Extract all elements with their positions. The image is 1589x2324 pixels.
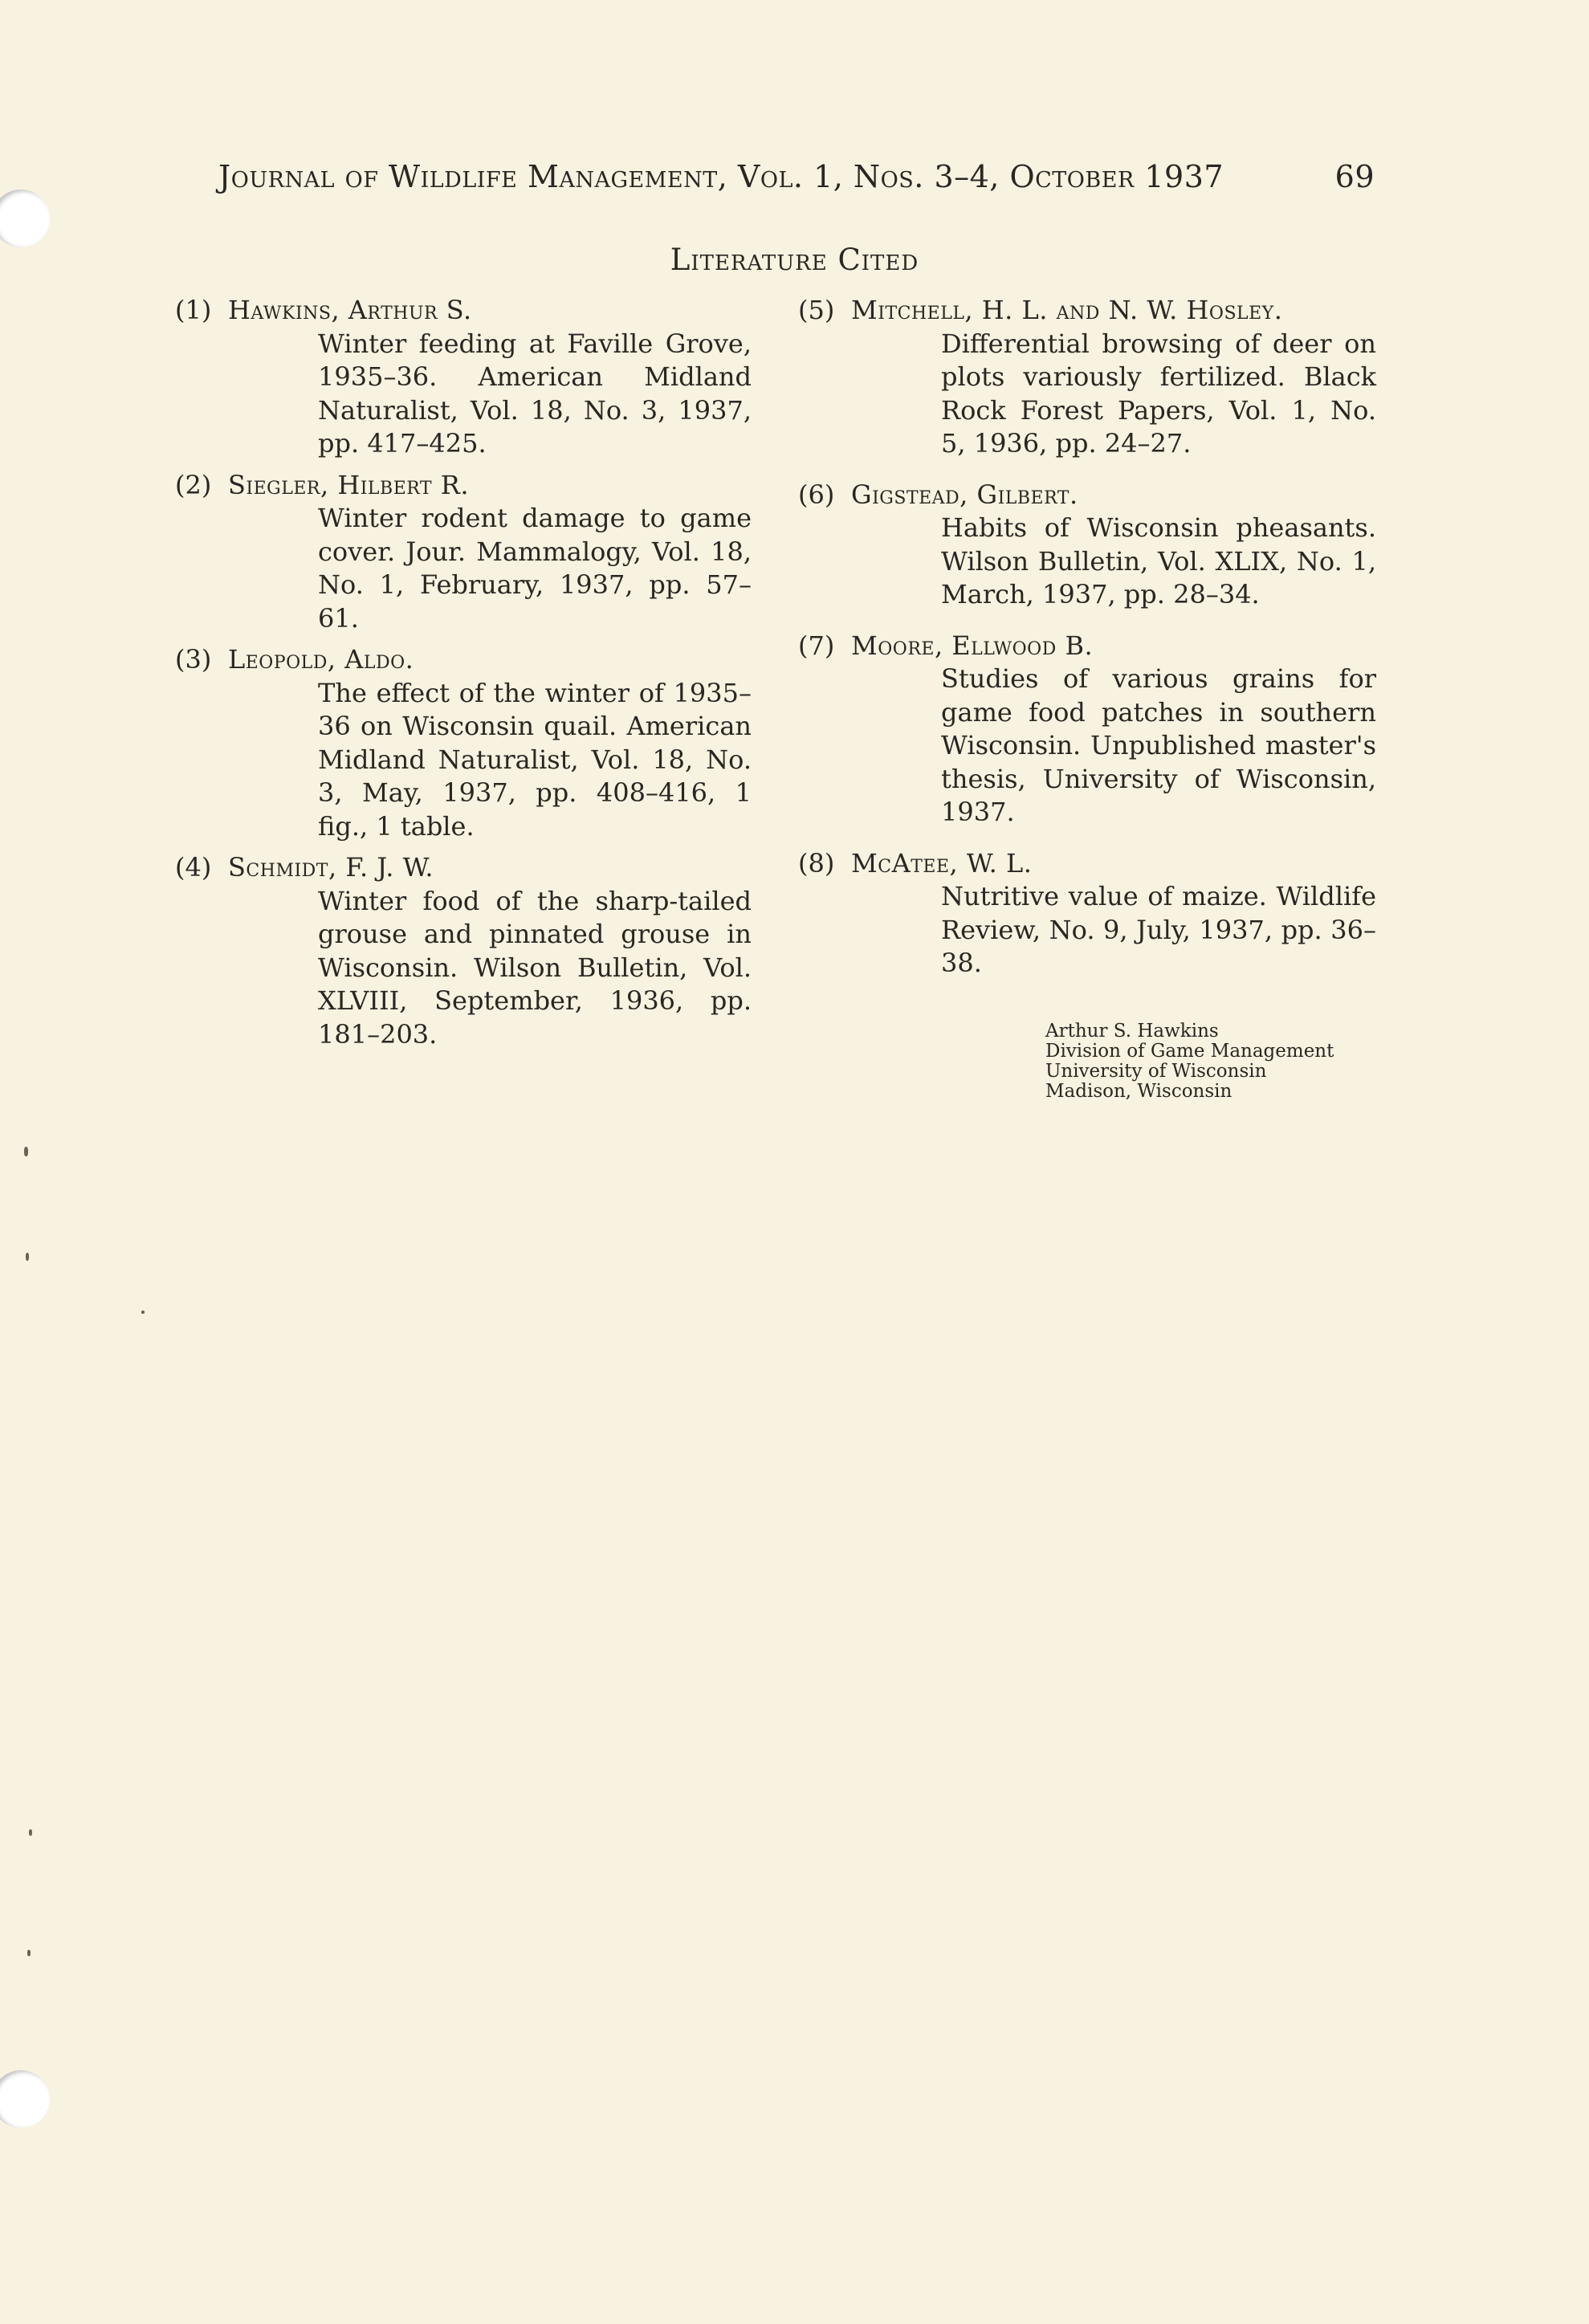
reference-text: The effect of the winter of 1935–36 on Wisconsin quail. American Midland Naturalist, Vol. 18, No. 3, May, 1937, pp. 408–416, 1 fig., 1 table. (318, 677, 752, 842)
reference-text: Winter food of the sharp-tailed grouse and pinnated grouse in Wisconsin. Wilson Bulletin, Vol. XLVIII, September, 1936, pp. 181–203. (318, 885, 752, 1050)
reference-entry (175, 643, 753, 843)
author-signature-block (1045, 1021, 1334, 1102)
reference-number: (5) (798, 295, 835, 325)
reference-number: (6) (798, 479, 835, 510)
reference-heading (798, 294, 1376, 328)
reference-entry (798, 294, 1376, 461)
paper-speck (24, 1147, 28, 1156)
signature-name: Arthur S. Hawkins (1045, 1021, 1219, 1042)
page-number: 69 (1334, 159, 1375, 194)
reference-author: Gigstead, Gilbert. (851, 479, 1078, 510)
references-right-column (798, 294, 1376, 989)
reference-number: (1) (175, 295, 212, 325)
reference-number: (8) (798, 847, 835, 879)
reference-entry (175, 294, 753, 461)
reference-number: (2) (175, 469, 212, 500)
reference-author: Hawkins, Arthur S. (228, 295, 472, 325)
reference-entry (175, 469, 753, 636)
punch-hole-top (0, 190, 50, 247)
reference-heading (175, 643, 753, 677)
reference-text: Habits of Wisconsin pheasants. Wilson Bulletin, Vol. XLIX, No. 1, March, 1937, pp. 28–34. (941, 512, 1376, 610)
reference-heading (798, 479, 1376, 512)
reference-text: Nutritive value of maize. Wildlife Review, No. 9, July, 1937, pp. 36–38. (941, 881, 1376, 978)
section-title: Literature Cited (670, 243, 919, 277)
signature-division: Division of Game Management (1045, 1041, 1334, 1062)
reference-text: Studies of various grains for game food patches in southern Wisconsin. Unpublished master's thesis, University of Wisconsin, 1937. (941, 663, 1376, 827)
reference-number: (7) (798, 630, 835, 661)
running-header (218, 159, 1375, 194)
references-left-column (175, 294, 753, 1059)
reference-heading (798, 630, 1376, 663)
paper-speck (141, 1311, 145, 1314)
signature-university: University of Wisconsin (1045, 1061, 1267, 1082)
reference-author: Siegler, Hilbert R. (228, 469, 470, 500)
reference-heading (175, 851, 753, 885)
reference-heading (798, 847, 1376, 881)
reference-entry (798, 630, 1376, 830)
reference-author: Schmidt, F. J. W. (228, 852, 434, 883)
reference-author: Leopold, Aldo. (228, 644, 414, 675)
reference-entry (175, 851, 753, 1051)
reference-entry (798, 479, 1376, 612)
reference-number: (4) (175, 852, 212, 883)
reference-author: Mitchell, H. L. and N. W. Hosley. (851, 295, 1283, 325)
reference-heading (175, 294, 753, 328)
reference-author: McAtee, W. L. (851, 847, 1033, 879)
reference-text: Differential browsing of deer on plots variously fertilized. Black Rock Forest Papers, Vol. 1, No. 5, 1936, pp. 24–27. (941, 328, 1376, 459)
signature-location: Madison, Wisconsin (1045, 1081, 1232, 1102)
reference-number: (3) (175, 644, 212, 675)
reference-heading (175, 469, 753, 503)
paper-speck (29, 1829, 32, 1836)
paper-speck (27, 1950, 31, 1956)
reference-text: Winter feeding at Faville Grove, 1935–36. American Midland Naturalist, Vol. 18, No. 3, 1937, pp. 417–425. (318, 328, 752, 459)
reference-text: Winter rodent damage to game cover. Jour. Mammalogy, Vol. 18, No. 1, February, 1937, pp. 57–61. (318, 503, 752, 634)
punch-hole-bottom (0, 2070, 50, 2128)
reference-entry (798, 847, 1376, 981)
journal-title: Journal of Wildlife Management, Vol. 1, Nos. 3–4, October 1937 (218, 159, 1224, 194)
paper-speck (26, 1253, 29, 1261)
reference-author: Moore, Ellwood B. (851, 630, 1094, 661)
